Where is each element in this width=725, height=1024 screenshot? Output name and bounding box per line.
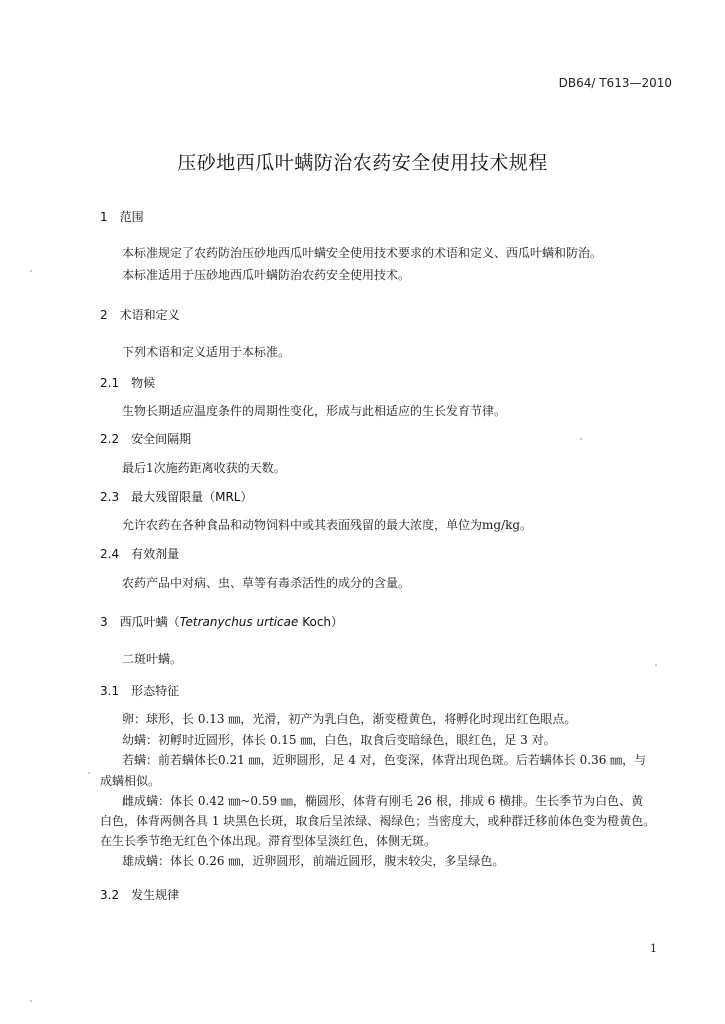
section-label: 最大残留限量（MRL） xyxy=(131,490,253,504)
paragraph: 本标准适用于压砂地西瓜叶螨防治农药安全使用技术。 xyxy=(122,268,411,282)
paragraph-line: 幼螨：初孵时近圆形，体长 0.15 ㎜，白色，取食后变暗绿色，眼红色，足 3 对。 xyxy=(122,733,556,747)
document-title: 压砂地西瓜叶螨防治农药安全使用技术规程 xyxy=(177,152,548,174)
scan-speck xyxy=(655,664,657,666)
section-label: 术语和定义 xyxy=(119,308,180,322)
scan-speck xyxy=(88,772,90,774)
section-2-2-heading xyxy=(100,430,191,447)
section-label: 范围 xyxy=(119,210,144,224)
scientific-name: Tetranychus urticae xyxy=(179,615,299,629)
paragraph: 二斑叶螨。 xyxy=(122,652,183,666)
paragraph: 本标准规定了农药防治压砂地西瓜叶螨安全使用技术要求的术语和定义、西瓜叶螨和防治。 xyxy=(122,246,603,260)
page-number: 1 xyxy=(650,942,657,955)
paragraph-line: 成螨相似。 xyxy=(100,774,161,788)
section-2-1-heading xyxy=(100,374,155,391)
section-label: 有效剂量 xyxy=(131,547,180,561)
paragraph-line: 若螨：前若螨体长0.21 ㎜，近卵圆形，足 4 对，色变深，体背出现色斑。后若螨体长 0.36 ㎜，与 xyxy=(122,753,647,767)
paragraph: 农药产品中对病、虫、草等有毒杀活性的成分的含量。 xyxy=(122,576,411,590)
paragraph-line: 卵：球形，长 0.13 ㎜，光滑，初产为乳白色，渐变橙黄色，将孵化时现出红色眼点。 xyxy=(122,712,577,726)
paragraph: 最后1次施药距离收获的天数。 xyxy=(122,461,286,475)
section-number: 3.2 xyxy=(100,888,120,902)
paragraph-line: 在生长季节绝无红色个体出现。滞育型体呈淡红色，体侧无斑。 xyxy=(100,834,437,848)
section-number: 2 xyxy=(100,308,108,322)
section-3-1-heading xyxy=(100,682,179,699)
scientific-name-open: （ xyxy=(167,615,180,629)
scan-speck xyxy=(580,438,582,440)
section-3-2-heading xyxy=(100,886,179,903)
scan-speck xyxy=(30,1000,32,1002)
section-number: 3.1 xyxy=(100,684,120,698)
paragraph-line: 白色，体背两侧各具 1 块黑色长斑，取食后呈浓绿、褐绿色；当密度大，或种群迁移前体色变为橙黄色。 xyxy=(100,814,656,828)
paragraph-line: 雌成螨：体长 0.42 ㎜~0.59 ㎜，椭圆形，体背有刚毛 26 根，排成 6 横排。生长季节为白色、黄 xyxy=(122,794,644,808)
paragraph-line: 雄成螨：体长 0.26 ㎜，近卵圆形，前端近圆形，腹末较尖，多呈绿色。 xyxy=(122,854,505,868)
standard-code: DB64/ T613—2010 xyxy=(558,76,672,90)
section-3-heading xyxy=(100,613,343,630)
section-number: 1 xyxy=(100,210,108,224)
section-2-4-heading xyxy=(100,545,179,562)
paragraph: 生物长期适应温度条件的周期性变化，形成与此相适应的生长发育节律。 xyxy=(122,404,507,418)
section-number: 2.4 xyxy=(100,547,120,561)
section-label: 形态特征 xyxy=(131,684,180,698)
section-label: 物候 xyxy=(131,376,156,390)
scan-speck xyxy=(30,270,32,272)
section-2-3-heading xyxy=(100,488,252,505)
section-number: 2.2 xyxy=(100,432,120,446)
section-number: 2.1 xyxy=(100,376,120,390)
section-label: 西瓜叶螨 xyxy=(119,615,168,629)
section-number: 2.3 xyxy=(100,490,120,504)
section-number: 3 xyxy=(100,615,108,629)
section-2-heading xyxy=(100,306,180,323)
section-label: 发生规律 xyxy=(131,888,180,902)
scientific-name-author: Koch） xyxy=(298,615,344,629)
section-label: 安全间隔期 xyxy=(131,432,192,446)
section-1-heading xyxy=(100,208,144,225)
paragraph: 允许农药在各种食品和动物饲料中或其表面残留的最大浓度，单位为mg/kg。 xyxy=(122,518,533,532)
paragraph: 下列术语和定义适用于本标准。 xyxy=(122,345,291,359)
